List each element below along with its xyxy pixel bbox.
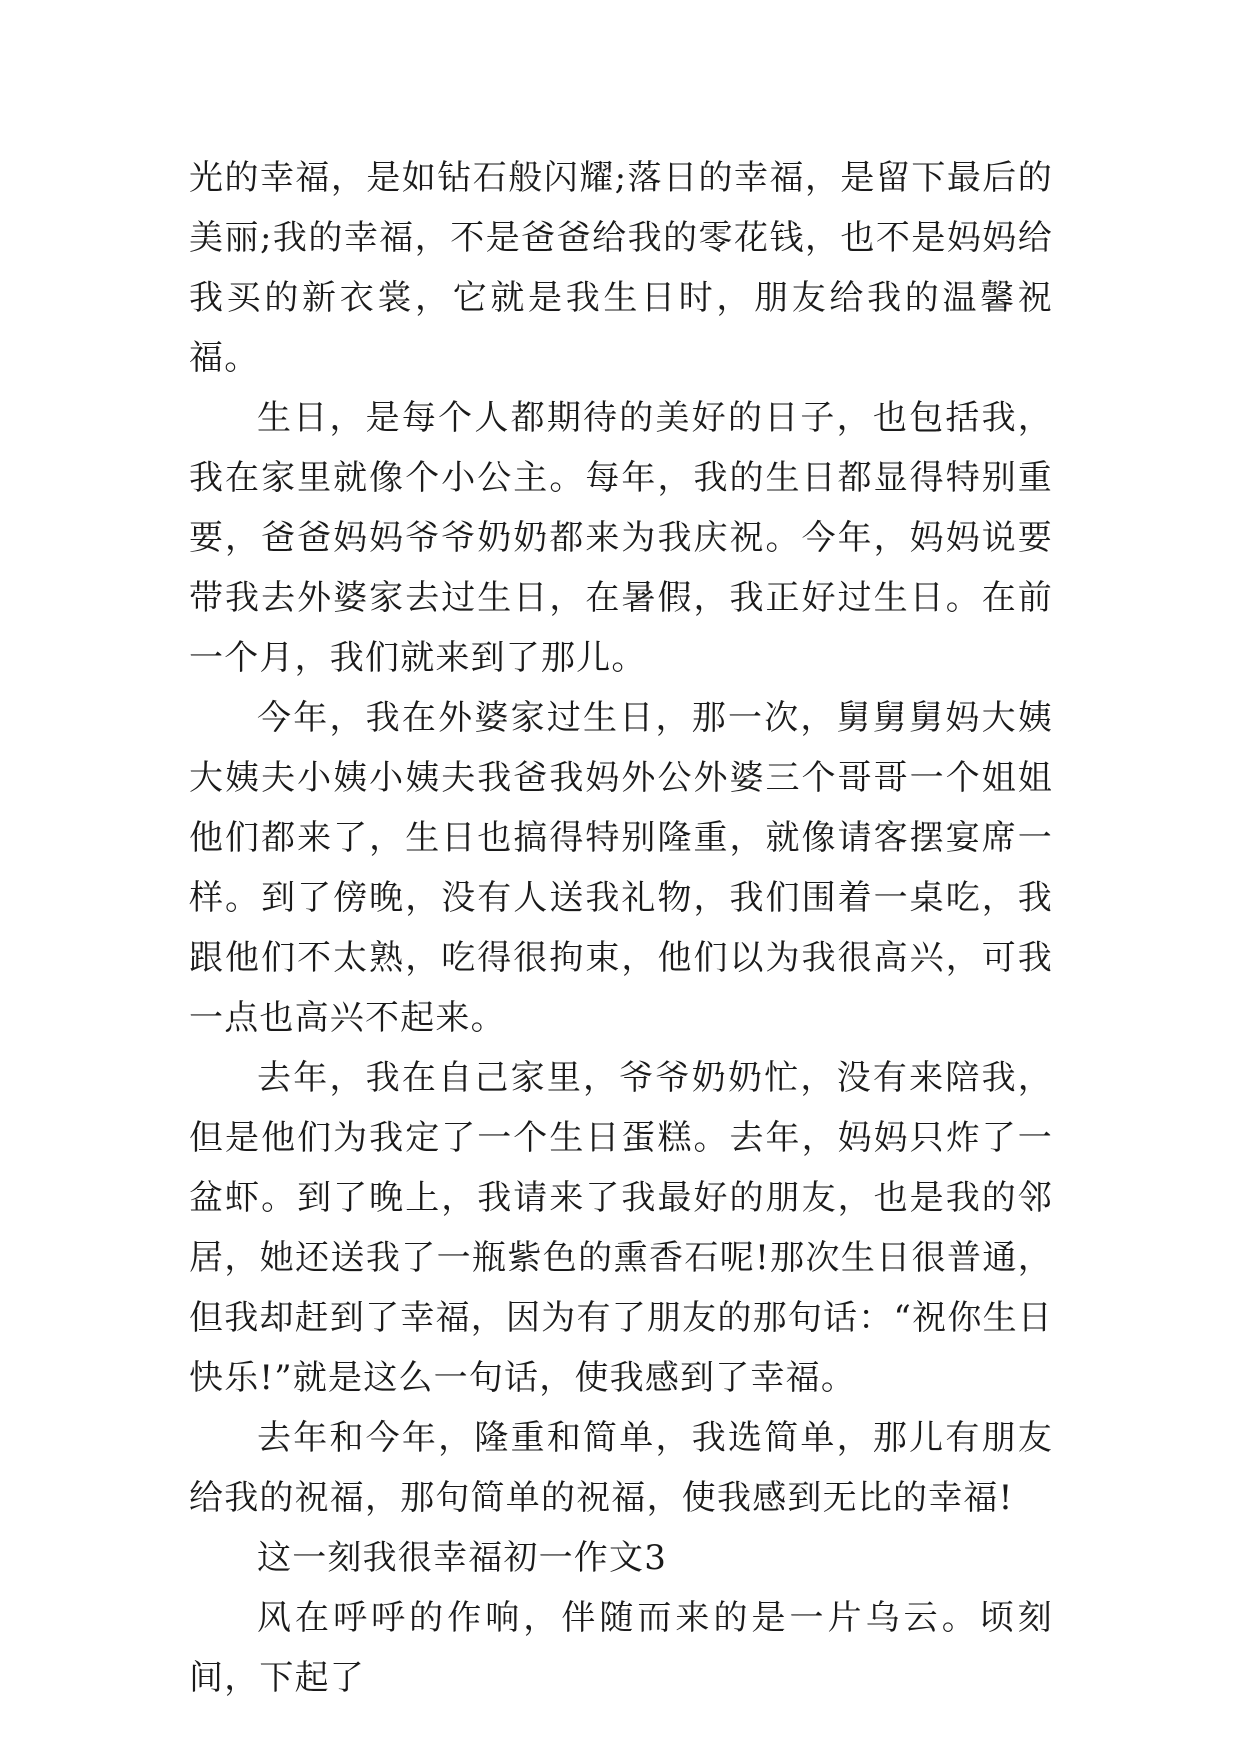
paragraph-birthday: 生日，是每个人都期待的美好的日子，也包括我，我在家里就像个小公主。每年，我的生日都显得特别重要，爸爸妈妈爷爷奶奶都来为我庆祝。今年，妈妈说要带我去外婆家去过生日，在暑假，我正好过生日。在前一个月，我们就来到了那儿。: [189, 398, 1053, 678]
paragraph-this-year: 今年，我在外婆家过生日，那一次，舅舅舅妈大姨大姨夫小姨小姨夫我爸我妈外公外婆三个哥哥一个姐姐他们都来了，生日也搞得特别隆重，就像请客摆宴席一样。到了傍晚，没有人送我礼物，我们围着一桌吃，我跟他们不太熟，吃得很拘束，他们以为我很高兴，可我一点也高兴不起来。: [189, 698, 1053, 1038]
document-page: [189, 148, 1053, 1708]
paragraph-intro: 光的幸福，是如钻石般闪耀;落日的幸福，是留下最后的美丽;我的幸福，不是爸爸给我的零花钱，也不是妈妈给我买的新衣裳，它就是我生日时，朋友给我的温馨祝福。: [189, 158, 1053, 378]
paragraph-conclusion: 去年和今年，隆重和简单，我选简单，那儿有朋友给我的祝福，那句简单的祝福，使我感到无比的幸福!: [189, 1418, 1053, 1518]
paragraph-last-year: 去年，我在自己家里，爷爷奶奶忙，没有来陪我，但是他们为我定了一个生日蛋糕。去年，妈妈只炸了一盆虾。到了晚上，我请来了我最好的朋友，也是我的邻居，她还送我了一瓶紫色的熏香石呢!那次生日很普通，但我却赶到了幸福，因为有了朋友的那句话：“祝你生日快乐!”就是这么一句话，使我感到了幸福。: [189, 1058, 1053, 1398]
paragraph-wind: 风在呼呼的作响，伴随而来的是一片乌云。顷刻间，下起了: [189, 1598, 1053, 1698]
essay-title: 这一刻我很幸福初一作文3: [257, 1538, 668, 1578]
